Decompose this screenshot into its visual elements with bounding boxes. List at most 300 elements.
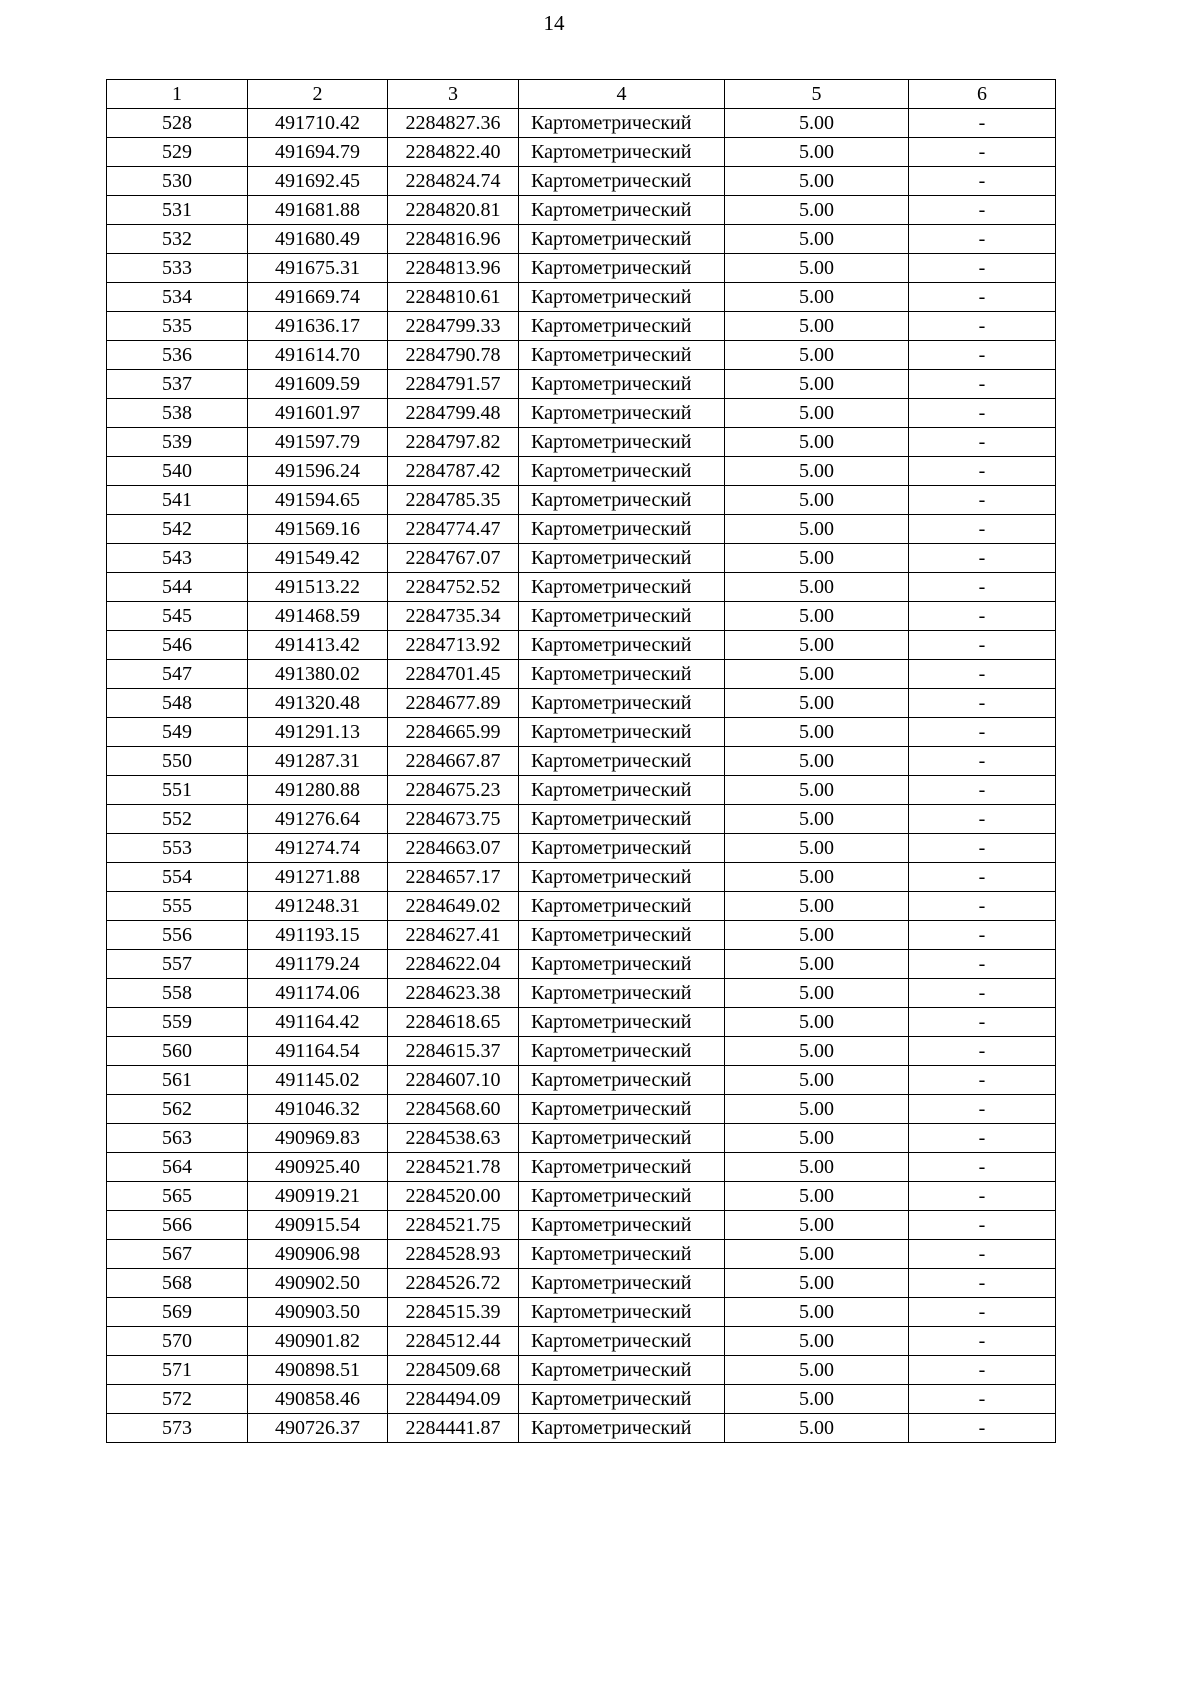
note-cell: -	[909, 254, 1056, 283]
method-cell: Картометрический	[519, 689, 725, 718]
y-coordinate-cell: 2284663.07	[388, 834, 519, 863]
accuracy-cell: 5.00	[725, 689, 909, 718]
y-coordinate-cell: 2284665.99	[388, 718, 519, 747]
accuracy-cell: 5.00	[725, 1240, 909, 1269]
note-cell: -	[909, 341, 1056, 370]
x-coordinate-cell: 491413.42	[248, 631, 388, 660]
accuracy-cell: 5.00	[725, 631, 909, 660]
column-header-3: 3	[388, 80, 519, 109]
table-row	[107, 1095, 1056, 1124]
x-coordinate-cell: 491680.49	[248, 225, 388, 254]
point-number-cell: 543	[107, 544, 248, 573]
note-cell: -	[909, 950, 1056, 979]
method-cell: Картометрический	[519, 1269, 725, 1298]
method-cell: Картометрический	[519, 1153, 725, 1182]
method-cell: Картометрический	[519, 776, 725, 805]
x-coordinate-cell: 491179.24	[248, 950, 388, 979]
x-coordinate-cell: 490919.21	[248, 1182, 388, 1211]
column-header-6: 6	[909, 80, 1056, 109]
method-cell: Картометрический	[519, 950, 725, 979]
x-coordinate-cell: 490969.83	[248, 1124, 388, 1153]
accuracy-cell: 5.00	[725, 892, 909, 921]
column-header-1: 1	[107, 80, 248, 109]
y-coordinate-cell: 2284701.45	[388, 660, 519, 689]
accuracy-cell: 5.00	[725, 1153, 909, 1182]
point-number-cell: 556	[107, 921, 248, 950]
x-coordinate-cell: 490898.51	[248, 1356, 388, 1385]
y-coordinate-cell: 2284528.93	[388, 1240, 519, 1269]
point-number-cell: 544	[107, 573, 248, 602]
table-row	[107, 921, 1056, 950]
y-coordinate-cell: 2284667.87	[388, 747, 519, 776]
method-cell: Картометрический	[519, 399, 725, 428]
point-number-cell: 559	[107, 1008, 248, 1037]
table-row	[107, 892, 1056, 921]
accuracy-cell: 5.00	[725, 428, 909, 457]
y-coordinate-cell: 2284515.39	[388, 1298, 519, 1327]
table-row	[107, 979, 1056, 1008]
method-cell: Картометрический	[519, 254, 725, 283]
x-coordinate-cell: 491164.54	[248, 1037, 388, 1066]
table-row	[107, 1269, 1056, 1298]
table-row	[107, 283, 1056, 312]
x-coordinate-cell: 491681.88	[248, 196, 388, 225]
method-cell: Картометрический	[519, 312, 725, 341]
y-coordinate-cell: 2284538.63	[388, 1124, 519, 1153]
point-number-cell: 563	[107, 1124, 248, 1153]
point-number-cell: 545	[107, 602, 248, 631]
x-coordinate-cell: 490906.98	[248, 1240, 388, 1269]
note-cell: -	[909, 1182, 1056, 1211]
x-coordinate-cell: 490915.54	[248, 1211, 388, 1240]
accuracy-cell: 5.00	[725, 370, 909, 399]
accuracy-cell: 5.00	[725, 1182, 909, 1211]
note-cell: -	[909, 457, 1056, 486]
y-coordinate-cell: 2284767.07	[388, 544, 519, 573]
note-cell: -	[909, 863, 1056, 892]
x-coordinate-cell: 491145.02	[248, 1066, 388, 1095]
x-coordinate-cell: 491694.79	[248, 138, 388, 167]
point-number-cell: 560	[107, 1037, 248, 1066]
method-cell: Картометрический	[519, 979, 725, 1008]
note-cell: -	[909, 109, 1056, 138]
table-row	[107, 254, 1056, 283]
note-cell: -	[909, 892, 1056, 921]
accuracy-cell: 5.00	[725, 979, 909, 1008]
note-cell: -	[909, 921, 1056, 950]
accuracy-cell: 5.00	[725, 457, 909, 486]
table-row	[107, 1298, 1056, 1327]
note-cell: -	[909, 225, 1056, 254]
accuracy-cell: 5.00	[725, 660, 909, 689]
point-number-cell: 570	[107, 1327, 248, 1356]
y-coordinate-cell: 2284677.89	[388, 689, 519, 718]
method-cell: Картометрический	[519, 1066, 725, 1095]
note-cell: -	[909, 283, 1056, 312]
note-cell: -	[909, 1095, 1056, 1124]
table-row	[107, 399, 1056, 428]
table-row	[107, 689, 1056, 718]
table-row	[107, 747, 1056, 776]
method-cell: Картометрический	[519, 1298, 725, 1327]
note-cell: -	[909, 1066, 1056, 1095]
note-cell: -	[909, 1240, 1056, 1269]
x-coordinate-cell: 491692.45	[248, 167, 388, 196]
method-cell: Картометрический	[519, 138, 725, 167]
point-number-cell: 532	[107, 225, 248, 254]
note-cell: -	[909, 776, 1056, 805]
y-coordinate-cell: 2284790.78	[388, 341, 519, 370]
method-cell: Картометрический	[519, 892, 725, 921]
table-row	[107, 660, 1056, 689]
y-coordinate-cell: 2284816.96	[388, 225, 519, 254]
point-number-cell: 566	[107, 1211, 248, 1240]
point-number-cell: 538	[107, 399, 248, 428]
point-number-cell: 546	[107, 631, 248, 660]
point-number-cell: 569	[107, 1298, 248, 1327]
note-cell: -	[909, 428, 1056, 457]
note-cell: -	[909, 979, 1056, 1008]
y-coordinate-cell: 2284675.23	[388, 776, 519, 805]
accuracy-cell: 5.00	[725, 1298, 909, 1327]
table-row	[107, 776, 1056, 805]
x-coordinate-cell: 491193.15	[248, 921, 388, 950]
point-number-cell: 554	[107, 863, 248, 892]
point-number-cell: 572	[107, 1385, 248, 1414]
point-number-cell: 541	[107, 486, 248, 515]
accuracy-cell: 5.00	[725, 1327, 909, 1356]
method-cell: Картометрический	[519, 834, 725, 863]
point-number-cell: 568	[107, 1269, 248, 1298]
table-row	[107, 863, 1056, 892]
accuracy-cell: 5.00	[725, 254, 909, 283]
method-cell: Картометрический	[519, 196, 725, 225]
table-row	[107, 1385, 1056, 1414]
accuracy-cell: 5.00	[725, 921, 909, 950]
note-cell: -	[909, 1269, 1056, 1298]
y-coordinate-cell: 2284752.52	[388, 573, 519, 602]
note-cell: -	[909, 1211, 1056, 1240]
x-coordinate-cell: 491549.42	[248, 544, 388, 573]
x-coordinate-cell: 491274.74	[248, 834, 388, 863]
accuracy-cell: 5.00	[725, 747, 909, 776]
x-coordinate-cell: 490901.82	[248, 1327, 388, 1356]
y-coordinate-cell: 2284813.96	[388, 254, 519, 283]
accuracy-cell: 5.00	[725, 1269, 909, 1298]
method-cell: Картометрический	[519, 1182, 725, 1211]
y-coordinate-cell: 2284618.65	[388, 1008, 519, 1037]
x-coordinate-cell: 491513.22	[248, 573, 388, 602]
accuracy-cell: 5.00	[725, 1414, 909, 1443]
y-coordinate-cell: 2284820.81	[388, 196, 519, 225]
y-coordinate-cell: 2284649.02	[388, 892, 519, 921]
x-coordinate-cell: 490858.46	[248, 1385, 388, 1414]
y-coordinate-cell: 2284824.74	[388, 167, 519, 196]
x-coordinate-cell: 491276.64	[248, 805, 388, 834]
table-row	[107, 312, 1056, 341]
x-coordinate-cell: 491320.48	[248, 689, 388, 718]
method-cell: Картометрический	[519, 1327, 725, 1356]
y-coordinate-cell: 2284787.42	[388, 457, 519, 486]
y-coordinate-cell: 2284441.87	[388, 1414, 519, 1443]
point-number-cell: 567	[107, 1240, 248, 1269]
accuracy-cell: 5.00	[725, 225, 909, 254]
method-cell: Картометрический	[519, 341, 725, 370]
method-cell: Картометрический	[519, 1095, 725, 1124]
point-number-cell: 533	[107, 254, 248, 283]
note-cell: -	[909, 834, 1056, 863]
point-number-cell: 553	[107, 834, 248, 863]
accuracy-cell: 5.00	[725, 863, 909, 892]
method-cell: Картометрический	[519, 1124, 725, 1153]
y-coordinate-cell: 2284622.04	[388, 950, 519, 979]
page-number: 14	[543, 11, 565, 35]
table-row	[107, 1182, 1056, 1211]
table-header	[107, 80, 1056, 109]
point-number-cell: 550	[107, 747, 248, 776]
y-coordinate-cell: 2284615.37	[388, 1037, 519, 1066]
table-row	[107, 1414, 1056, 1443]
accuracy-cell: 5.00	[725, 283, 909, 312]
accuracy-cell: 5.00	[725, 1066, 909, 1095]
table-row	[107, 486, 1056, 515]
table-row	[107, 1240, 1056, 1269]
accuracy-cell: 5.00	[725, 341, 909, 370]
y-coordinate-cell: 2284520.00	[388, 1182, 519, 1211]
x-coordinate-cell: 491669.74	[248, 283, 388, 312]
point-number-cell: 537	[107, 370, 248, 399]
note-cell: -	[909, 1037, 1056, 1066]
accuracy-cell: 5.00	[725, 1385, 909, 1414]
method-cell: Картометрический	[519, 225, 725, 254]
point-number-cell: 558	[107, 979, 248, 1008]
method-cell: Картометрический	[519, 1414, 725, 1443]
y-coordinate-cell: 2284607.10	[388, 1066, 519, 1095]
y-coordinate-cell: 2284735.34	[388, 602, 519, 631]
y-coordinate-cell: 2284494.09	[388, 1385, 519, 1414]
note-cell: -	[909, 718, 1056, 747]
table-row	[107, 1153, 1056, 1182]
column-header-5: 5	[725, 80, 909, 109]
accuracy-cell: 5.00	[725, 399, 909, 428]
y-coordinate-cell: 2284822.40	[388, 138, 519, 167]
point-number-cell: 557	[107, 950, 248, 979]
note-cell: -	[909, 1414, 1056, 1443]
table-row	[107, 167, 1056, 196]
y-coordinate-cell: 2284627.41	[388, 921, 519, 950]
note-cell: -	[909, 515, 1056, 544]
point-number-cell: 561	[107, 1066, 248, 1095]
accuracy-cell: 5.00	[725, 950, 909, 979]
x-coordinate-cell: 491287.31	[248, 747, 388, 776]
point-number-cell: 573	[107, 1414, 248, 1443]
note-cell: -	[909, 138, 1056, 167]
table-row	[107, 631, 1056, 660]
note-cell: -	[909, 573, 1056, 602]
y-coordinate-cell: 2284512.44	[388, 1327, 519, 1356]
x-coordinate-cell: 491046.32	[248, 1095, 388, 1124]
table-body	[107, 109, 1056, 1443]
note-cell: -	[909, 1298, 1056, 1327]
table-row	[107, 1066, 1056, 1095]
x-coordinate-cell: 491594.65	[248, 486, 388, 515]
method-cell: Картометрический	[519, 573, 725, 602]
accuracy-cell: 5.00	[725, 1037, 909, 1066]
point-number-cell: 571	[107, 1356, 248, 1385]
method-cell: Картометрический	[519, 1211, 725, 1240]
table-row	[107, 1008, 1056, 1037]
point-number-cell: 535	[107, 312, 248, 341]
table-row	[107, 515, 1056, 544]
table-row	[107, 457, 1056, 486]
point-number-cell: 536	[107, 341, 248, 370]
y-coordinate-cell: 2284568.60	[388, 1095, 519, 1124]
method-cell: Картометрический	[519, 457, 725, 486]
x-coordinate-cell: 491468.59	[248, 602, 388, 631]
table-row	[107, 1211, 1056, 1240]
method-cell: Картометрический	[519, 660, 725, 689]
x-coordinate-cell: 490925.40	[248, 1153, 388, 1182]
note-cell: -	[909, 1124, 1056, 1153]
x-coordinate-cell: 491601.97	[248, 399, 388, 428]
accuracy-cell: 5.00	[725, 138, 909, 167]
note-cell: -	[909, 689, 1056, 718]
method-cell: Картометрический	[519, 1008, 725, 1037]
table-row	[107, 834, 1056, 863]
table-row	[107, 805, 1056, 834]
table-row	[107, 602, 1056, 631]
point-number-cell: 529	[107, 138, 248, 167]
y-coordinate-cell: 2284827.36	[388, 109, 519, 138]
method-cell: Картометрический	[519, 1356, 725, 1385]
point-number-cell: 552	[107, 805, 248, 834]
table-row	[107, 1327, 1056, 1356]
method-cell: Картометрический	[519, 1037, 725, 1066]
y-coordinate-cell: 2284799.33	[388, 312, 519, 341]
coordinates-table	[106, 79, 1056, 1443]
x-coordinate-cell: 491675.31	[248, 254, 388, 283]
accuracy-cell: 5.00	[725, 602, 909, 631]
table-row	[107, 196, 1056, 225]
x-coordinate-cell: 491280.88	[248, 776, 388, 805]
point-number-cell: 564	[107, 1153, 248, 1182]
point-number-cell: 562	[107, 1095, 248, 1124]
x-coordinate-cell: 491614.70	[248, 341, 388, 370]
table-row	[107, 225, 1056, 254]
x-coordinate-cell: 491569.16	[248, 515, 388, 544]
method-cell: Картометрический	[519, 167, 725, 196]
table-row	[107, 1124, 1056, 1153]
table-row	[107, 138, 1056, 167]
accuracy-cell: 5.00	[725, 196, 909, 225]
note-cell: -	[909, 486, 1056, 515]
column-header-2: 2	[248, 80, 388, 109]
x-coordinate-cell: 490903.50	[248, 1298, 388, 1327]
point-number-cell: 540	[107, 457, 248, 486]
accuracy-cell: 5.00	[725, 109, 909, 138]
note-cell: -	[909, 805, 1056, 834]
x-coordinate-cell: 490726.37	[248, 1414, 388, 1443]
y-coordinate-cell: 2284791.57	[388, 370, 519, 399]
x-coordinate-cell: 491597.79	[248, 428, 388, 457]
x-coordinate-cell: 491596.24	[248, 457, 388, 486]
accuracy-cell: 5.00	[725, 167, 909, 196]
note-cell: -	[909, 1008, 1056, 1037]
point-number-cell: 549	[107, 718, 248, 747]
method-cell: Картометрический	[519, 109, 725, 138]
point-number-cell: 534	[107, 283, 248, 312]
accuracy-cell: 5.00	[725, 1008, 909, 1037]
table-row	[107, 370, 1056, 399]
point-number-cell: 528	[107, 109, 248, 138]
note-cell: -	[909, 1153, 1056, 1182]
note-cell: -	[909, 747, 1056, 776]
note-cell: -	[909, 370, 1056, 399]
accuracy-cell: 5.00	[725, 544, 909, 573]
y-coordinate-cell: 2284673.75	[388, 805, 519, 834]
y-coordinate-cell: 2284774.47	[388, 515, 519, 544]
x-coordinate-cell: 491164.42	[248, 1008, 388, 1037]
point-number-cell: 548	[107, 689, 248, 718]
note-cell: -	[909, 196, 1056, 225]
table-row	[107, 109, 1056, 138]
note-cell: -	[909, 1327, 1056, 1356]
note-cell: -	[909, 631, 1056, 660]
method-cell: Картометрический	[519, 718, 725, 747]
accuracy-cell: 5.00	[725, 1095, 909, 1124]
method-cell: Картометрический	[519, 921, 725, 950]
y-coordinate-cell: 2284810.61	[388, 283, 519, 312]
x-coordinate-cell: 491380.02	[248, 660, 388, 689]
y-coordinate-cell: 2284713.92	[388, 631, 519, 660]
y-coordinate-cell: 2284799.48	[388, 399, 519, 428]
method-cell: Картометрический	[519, 544, 725, 573]
method-cell: Картометрический	[519, 283, 725, 312]
method-cell: Картометрический	[519, 486, 725, 515]
x-coordinate-cell: 491609.59	[248, 370, 388, 399]
x-coordinate-cell: 490902.50	[248, 1269, 388, 1298]
y-coordinate-cell: 2284785.35	[388, 486, 519, 515]
x-coordinate-cell: 491271.88	[248, 863, 388, 892]
table-row	[107, 1356, 1056, 1385]
point-number-cell: 565	[107, 1182, 248, 1211]
table-row	[107, 428, 1056, 457]
accuracy-cell: 5.00	[725, 1211, 909, 1240]
accuracy-cell: 5.00	[725, 486, 909, 515]
accuracy-cell: 5.00	[725, 515, 909, 544]
point-number-cell: 555	[107, 892, 248, 921]
header-row	[107, 80, 1056, 109]
y-coordinate-cell: 2284521.78	[388, 1153, 519, 1182]
accuracy-cell: 5.00	[725, 805, 909, 834]
y-coordinate-cell: 2284509.68	[388, 1356, 519, 1385]
note-cell: -	[909, 660, 1056, 689]
method-cell: Картометрический	[519, 370, 725, 399]
y-coordinate-cell: 2284657.17	[388, 863, 519, 892]
x-coordinate-cell: 491710.42	[248, 109, 388, 138]
x-coordinate-cell: 491291.13	[248, 718, 388, 747]
point-number-cell: 547	[107, 660, 248, 689]
y-coordinate-cell: 2284526.72	[388, 1269, 519, 1298]
accuracy-cell: 5.00	[725, 573, 909, 602]
method-cell: Картометрический	[519, 1240, 725, 1269]
y-coordinate-cell: 2284521.75	[388, 1211, 519, 1240]
x-coordinate-cell: 491174.06	[248, 979, 388, 1008]
method-cell: Картометрический	[519, 428, 725, 457]
accuracy-cell: 5.00	[725, 834, 909, 863]
note-cell: -	[909, 167, 1056, 196]
accuracy-cell: 5.00	[725, 718, 909, 747]
